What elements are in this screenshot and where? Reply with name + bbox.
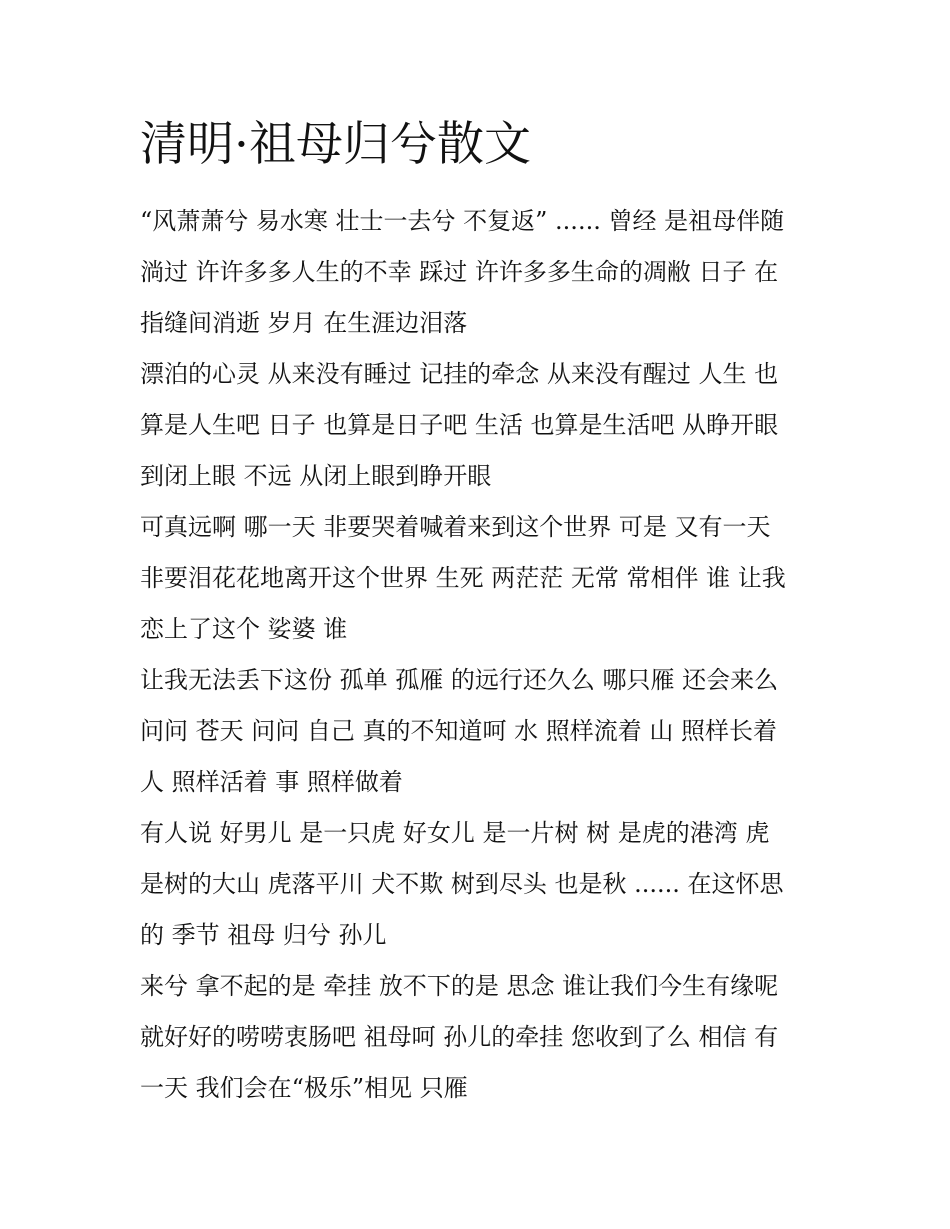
text-line: 一天 我们会在“极乐”相见 只雁 <box>140 1074 468 1102</box>
text-line: 漂泊的心灵 从来没有睡过 记挂的牵念 从来没有醒过 人生 也 <box>140 360 779 388</box>
text-line: 是树的大山 虎落平川 犬不欺 树到尽头 也是秋 ...... 在这怀思 <box>140 870 784 898</box>
text-line: 来兮 拿不起的是 牵挂 放不下的是 思念 谁让我们今生有缘呢 <box>140 972 779 1000</box>
text-line: 人 照样活着 事 照样做着 <box>140 768 403 796</box>
text-line: 淌过 许许多多人生的不幸 踩过 许许多多生命的凋敝 日子 在 <box>140 258 779 286</box>
text-line: 到闭上眼 不远 从闭上眼到睁开眼 <box>140 462 492 490</box>
text-line: 有人说 好男儿 是一只虎 好女儿 是一片树 树 是虎的港湾 虎 <box>140 819 770 847</box>
text-line: 可真远啊 哪一天 非要哭着喊着来到这个世界 可是 又有一天 <box>140 513 771 541</box>
text-line: 就好好的唠唠衷肠吧 祖母呵 孙儿的牵挂 您收到了么 相信 有 <box>140 1023 779 1051</box>
text-line: 非要泪花花地离开这个世界 生死 两茫茫 无常 常相伴 谁 让我 <box>140 564 786 592</box>
text-line: 问问 苍天 问问 自己 真的不知道呵 水 照样流着 山 照样长着 <box>140 717 778 745</box>
document-body <box>140 196 820 1114</box>
text-line: 让我无法丢下这份 孤单 孤雁 的远行还久么 哪只雁 还会来么 <box>140 666 779 694</box>
document-title: 清明·祖母归兮散文 <box>140 117 531 172</box>
text-line: “风萧萧兮 易水寒 壮士一去兮 不复返” ...... 曾经 是祖母伴随 <box>140 207 785 235</box>
text-line: 的 季节 祖母 归兮 孙儿 <box>140 921 387 949</box>
text-line: 算是人生吧 日子 也算是日子吧 生活 也算是生活吧 从睁开眼 <box>140 411 779 439</box>
text-line: 恋上了这个 娑婆 谁 <box>140 615 348 643</box>
text-line: 指缝间消逝 岁月 在生涯边泪落 <box>140 309 468 337</box>
